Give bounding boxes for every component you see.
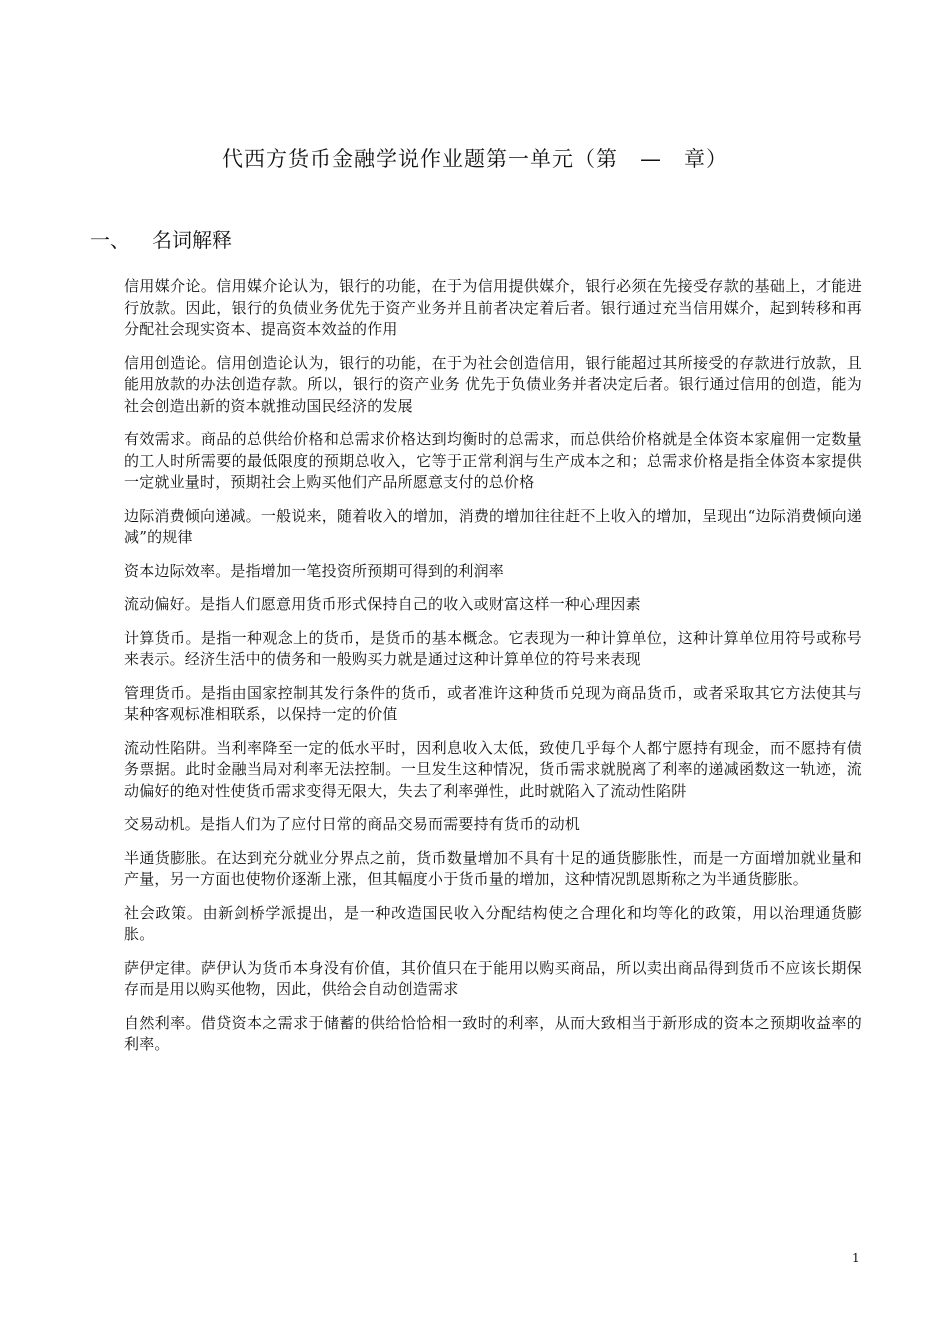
definition-list bbox=[124, 276, 862, 1068]
definition-semi-inflation: 半通货膨胀。在达到充分就业分界点之前，货币数量增加不具有十足的通货膨胀性，而是一方面增加就业量和产量，另一方面也使物价逐渐上涨，但其幅度小于货币量的增加，这种情况凯恩斯称之为半通货膨胀。 bbox=[124, 848, 862, 888]
definition-transaction-motive: 交易动机。是指人们为了应付日常的商品交易而需要持有货币的动机 bbox=[124, 815, 581, 833]
definition-social-policy: 社会政策。由新剑桥学派提出，是一种改造国民收入分配结构使之合理化和均等化的政策，用以治理通货膨胀。 bbox=[124, 903, 862, 943]
page-number: 1 bbox=[852, 1251, 860, 1265]
definition-money-of-account: 计算货币。是指一种观念上的货币，是货币的基本概念。它表现为一种计算单位，这种计算单位用符号或称号来表示。经济生活中的债务和一般购买力就是通过这种计算单位的符号来表现 bbox=[124, 628, 862, 668]
definition-liquidity-preference: 流动偏好。是指人们愿意用货币形式保持自己的收入或财富这样一种心理因素 bbox=[124, 595, 641, 613]
definition-mec: 资本边际效率。是指增加一笔投资所预期可得到的利润率 bbox=[124, 561, 505, 580]
definition-managed-money: 管理货币。是指由国家控制其发行条件的货币，或者准许这种货币兑现为商品货币，或者采取其它方法使其与某种客观标准相联系，以保持一定的价值 bbox=[124, 683, 862, 723]
definition-natural-rate: 自然利率。借贷资本之需求于储蓄的供给恰恰相一致时的利率，从而大致相当于新形成的资本之预期收益率的利率。 bbox=[124, 1013, 862, 1053]
definition-liquidity-trap: 流动性陷阱。当利率降至一定的低水平时，因利息收入太低，致使几乎每个人都宁愿持有现金，而不愿持有债务票据。此时金融当局对利率无法控制。一旦发生这种情况，货币需求就脱离了利率的递减函数这一轨迹，流动偏好的绝对性使货币需求变得无限大，失去了利率弹性，此时就陷入了流动性陷阱 bbox=[124, 738, 862, 800]
section-number: 一、 bbox=[90, 228, 130, 252]
definition-diminishing-mpc: 边际消费倾向递减。一般说来，随着收入的增加，消费的增加往往赶不上收入的增加，呈现出“边际消费倾向递减”的规律 bbox=[124, 506, 862, 546]
definition-credit-creation: 信用创造论。信用创造论认为，银行的功能，在于为社会创造信用，银行能超过其所接受的存款进行放款，且能用放款的办法创造存款。所以，银行的资产业务 优先于负债业务并者决定后者。银行通过信用的创造，能为社会创造出新的资本就推动国民经济的发展 bbox=[124, 353, 862, 415]
section-heading bbox=[90, 224, 232, 253]
definition-effective-demand: 有效需求。商品的总供给价格和总需求价格达到均衡时的总需求，而总供给价格就是全体资本家雇佣一定数量的工人时所需要的最低限度的预期总收入，它等于正常利润与生产成本之和；总需求价格是指全体资本家提供一定就业量时，预期社会上购买他们产品所愿意支付的总价格 bbox=[124, 430, 862, 491]
definition-credit-intermediation: 信用媒介论。信用媒介论认为，银行的功能，在于为信用提供媒介，银行必须在先接受存款的基础上，才能进行放款。因此，银行的负债业务优先于资产业务并且前者决定着后者。银行通过充当信用媒介，起到转移和再分配社会现实资本、提高资本效益的作用 bbox=[124, 277, 862, 338]
section-title: 名词解释 bbox=[152, 228, 232, 252]
document-title: 代西方货币金融学说作业题第一单元（第 — 章） bbox=[222, 147, 728, 171]
definition-says-law: 萨伊定律。萨伊认为货币本身没有价值，其价值只在于能用以购买商品，所以卖出商品得到货币不应该长期保存而是用以购买他物，因此，供给会自动创造需求 bbox=[124, 958, 862, 998]
